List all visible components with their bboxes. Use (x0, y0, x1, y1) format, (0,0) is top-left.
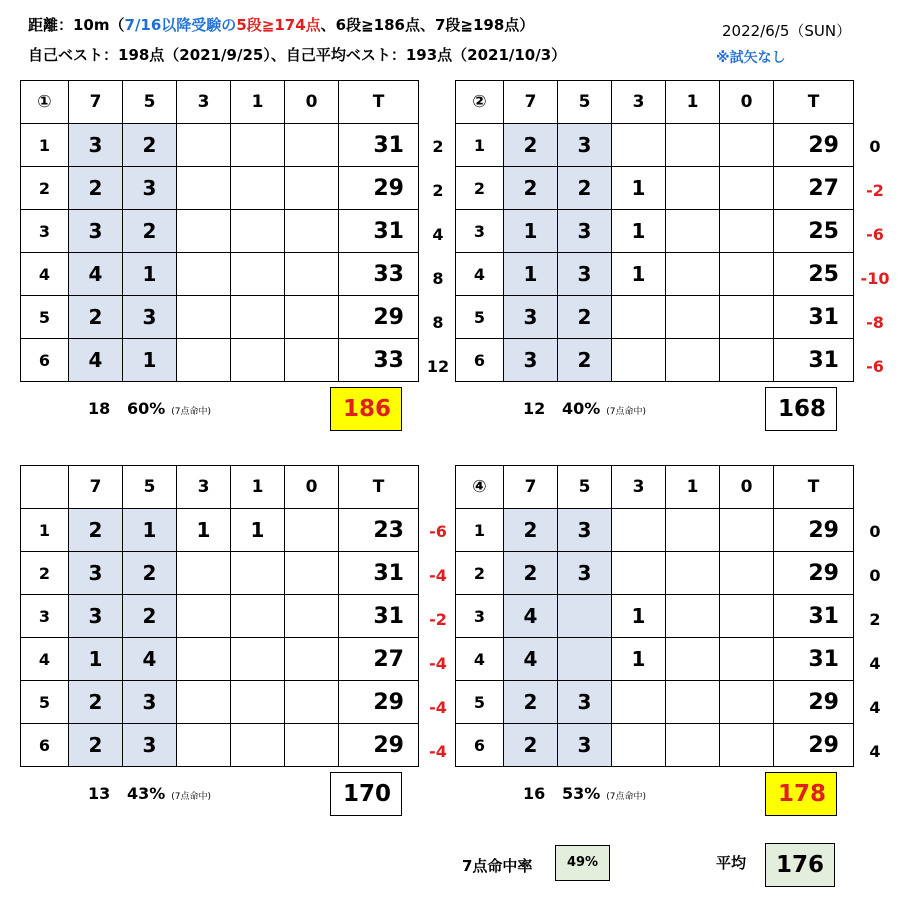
col-header: 7 (504, 466, 558, 509)
arrow-count-cell: 3 (504, 339, 558, 382)
game-total: 186 (330, 387, 402, 431)
arrow-count-cell (177, 552, 231, 595)
arrow-count-cell (720, 552, 774, 595)
arrow-count-cell: 4 (123, 638, 177, 681)
arrow-count-cell (231, 210, 285, 253)
arrow-count-cell (720, 595, 774, 638)
end-total: 31 (774, 296, 854, 339)
end-total: 23 (339, 509, 419, 552)
arrow-count-cell: 4 (69, 339, 123, 382)
arrow-count-cell: 3 (69, 210, 123, 253)
arrow-count-cell (720, 724, 774, 767)
arrow-count-cell (612, 552, 666, 595)
end-number: 6 (456, 339, 504, 382)
arrow-count-cell: 2 (69, 296, 123, 339)
hit-percent: 40% (561, 399, 601, 418)
arrow-count-cell (666, 509, 720, 552)
arrow-count-cell: 3 (558, 552, 612, 595)
col-header: T (774, 466, 854, 509)
arrow-count-cell (666, 724, 720, 767)
game-label: ④ (456, 466, 504, 509)
arrow-count-cell: 2 (69, 681, 123, 724)
col-header: 3 (177, 466, 231, 509)
arrow-count-cell: 1 (177, 509, 231, 552)
arrow-count-cell: 2 (69, 167, 123, 210)
arrow-count-cell (231, 296, 285, 339)
end-total: 31 (774, 339, 854, 382)
end-total: 33 (339, 253, 419, 296)
running-diff: -6 (866, 357, 884, 376)
end-total: 29 (774, 681, 854, 724)
col-header: 3 (612, 81, 666, 124)
arrow-count-cell (285, 210, 339, 253)
arrow-count-cell: 3 (558, 681, 612, 724)
end-total: 29 (339, 681, 419, 724)
hit-percent: 60% (126, 399, 166, 418)
running-diff: 2 (432, 137, 444, 156)
arrow-count-cell: 2 (69, 509, 123, 552)
arrow-count-cell: 1 (504, 253, 558, 296)
no-practice-note: ※試矢なし (716, 50, 786, 66)
col-header: 1 (231, 81, 285, 124)
end-total: 31 (339, 210, 419, 253)
arrow-count-cell: 3 (504, 296, 558, 339)
arrow-count-cell: 3 (558, 253, 612, 296)
arrow-count-cell (285, 509, 339, 552)
col-header: 0 (285, 466, 339, 509)
end-total: 29 (774, 509, 854, 552)
end-number: 2 (456, 552, 504, 595)
arrow-count-cell (177, 595, 231, 638)
arrow-count-cell: 1 (612, 210, 666, 253)
arrow-count-cell: 4 (504, 595, 558, 638)
arrow-count-cell (177, 724, 231, 767)
rule-date-text: 7/16以降受験の (124, 16, 237, 34)
arrow-count-cell (666, 124, 720, 167)
end-row (21, 509, 419, 552)
end-row (456, 595, 854, 638)
end-total: 31 (774, 595, 854, 638)
running-diff: -6 (866, 225, 884, 244)
end-row (21, 210, 419, 253)
arrow-count-cell: 3 (558, 509, 612, 552)
end-number: 4 (456, 638, 504, 681)
arrow-count-cell (666, 595, 720, 638)
rule-5dan: 5段≧174点 (236, 16, 321, 34)
arrow-count-cell: 1 (123, 509, 177, 552)
end-total: 27 (339, 638, 419, 681)
end-total: 31 (339, 124, 419, 167)
arrow-count-cell: 3 (123, 296, 177, 339)
end-number: 4 (456, 253, 504, 296)
end-number: 4 (21, 638, 69, 681)
arrow-count-cell (285, 595, 339, 638)
running-diff: 4 (869, 742, 881, 761)
distance-rule-line (28, 14, 534, 35)
arrow-count-cell: 3 (123, 724, 177, 767)
running-diff: -8 (866, 313, 884, 332)
arrow-count-cell (612, 509, 666, 552)
arrow-count-cell (666, 339, 720, 382)
end-row (456, 552, 854, 595)
score-table-4 (455, 465, 854, 767)
end-row (456, 681, 854, 724)
arrow-count-cell (720, 638, 774, 681)
end-number: 1 (21, 124, 69, 167)
hit-percent-note: (7点命中) (171, 792, 212, 802)
arrow-count-cell (177, 638, 231, 681)
arrow-count-cell (558, 595, 612, 638)
running-diff: -4 (429, 698, 447, 717)
average-value: 176 (765, 843, 835, 887)
session-date: 2022/6/5（SUN） (722, 22, 852, 40)
col-header: T (339, 466, 419, 509)
col-header: 3 (177, 81, 231, 124)
end-number: 2 (21, 552, 69, 595)
arrow-count-cell (285, 724, 339, 767)
end-row (21, 595, 419, 638)
running-diff: 0 (869, 566, 881, 585)
end-row (456, 253, 854, 296)
arrow-count-cell (177, 167, 231, 210)
end-row (456, 296, 854, 339)
arrow-count-cell: 2 (123, 552, 177, 595)
running-diff: 2 (432, 181, 444, 200)
end-row (21, 552, 419, 595)
arrow-count-cell (612, 124, 666, 167)
running-diff: 8 (432, 269, 444, 288)
arrow-count-cell (285, 552, 339, 595)
arrow-count-cell (666, 638, 720, 681)
arrow-count-cell (666, 296, 720, 339)
arrow-count-cell (720, 167, 774, 210)
game-hit-stats (88, 399, 211, 418)
arrow-count-cell: 3 (123, 167, 177, 210)
arrow-count-cell (720, 124, 774, 167)
end-total: 25 (774, 210, 854, 253)
arrow-count-cell (177, 296, 231, 339)
end-row (456, 724, 854, 767)
arrow-count-cell (285, 339, 339, 382)
arrow-count-cell: 3 (558, 724, 612, 767)
running-diff: -4 (429, 742, 447, 761)
end-total: 31 (339, 595, 419, 638)
end-number: 4 (21, 253, 69, 296)
col-header: 5 (123, 81, 177, 124)
end-total: 31 (339, 552, 419, 595)
col-header: 1 (231, 466, 285, 509)
arrow-count-cell (612, 296, 666, 339)
hit-rate-value: 49% (555, 845, 610, 881)
arrow-count-cell (177, 210, 231, 253)
arrow-count-cell: 3 (69, 124, 123, 167)
col-header: 1 (666, 81, 720, 124)
arrow-count-cell (285, 638, 339, 681)
hit-rate-label: 7点命中率 (462, 857, 533, 875)
arrow-count-cell (666, 253, 720, 296)
hit-percent-note: (7点命中) (606, 792, 647, 802)
arrow-count-cell: 2 (504, 552, 558, 595)
arrow-count-cell: 1 (612, 595, 666, 638)
arrow-count-cell (720, 681, 774, 724)
end-number: 5 (21, 681, 69, 724)
end-number: 5 (21, 296, 69, 339)
running-diff: -10 (860, 269, 890, 288)
hit-percent: 43% (126, 784, 166, 803)
end-total: 29 (339, 167, 419, 210)
end-number: 2 (456, 167, 504, 210)
arrow-count-cell: 1 (69, 638, 123, 681)
arrow-count-cell (720, 296, 774, 339)
arrow-count-cell: 1 (612, 638, 666, 681)
game-label: ① (21, 81, 69, 124)
end-total: 29 (774, 552, 854, 595)
arrow-count-cell (231, 724, 285, 767)
end-number: 3 (21, 595, 69, 638)
arrow-count-cell: 2 (558, 339, 612, 382)
end-total: 29 (774, 124, 854, 167)
arrow-count-cell: 2 (123, 124, 177, 167)
arrow-count-cell: 2 (504, 124, 558, 167)
score-table-1 (20, 80, 419, 382)
running-diff: 0 (869, 137, 881, 156)
arrow-count-cell (231, 339, 285, 382)
distance-prefix: 距離：10m（ (28, 16, 125, 34)
arrow-count-cell: 1 (123, 339, 177, 382)
running-diff: 0 (869, 522, 881, 541)
end-number: 6 (456, 724, 504, 767)
col-header: 7 (504, 81, 558, 124)
col-header: 7 (69, 466, 123, 509)
col-header: T (774, 81, 854, 124)
end-row (21, 724, 419, 767)
end-number: 3 (21, 210, 69, 253)
end-total: 31 (774, 638, 854, 681)
running-diff: 8 (432, 313, 444, 332)
col-header: 5 (123, 466, 177, 509)
arrow-count-cell (231, 552, 285, 595)
col-header: 0 (720, 466, 774, 509)
end-row (456, 638, 854, 681)
arrow-count-cell: 2 (504, 509, 558, 552)
running-diff: -6 (429, 522, 447, 541)
arrow-count-cell (666, 167, 720, 210)
arrow-count-cell: 1 (612, 167, 666, 210)
end-number: 5 (456, 681, 504, 724)
game-total: 170 (330, 772, 402, 816)
arrow-count-cell (177, 124, 231, 167)
end-number: 1 (21, 509, 69, 552)
running-diff: -4 (429, 566, 447, 585)
end-row (21, 296, 419, 339)
game-label (21, 466, 69, 509)
arrow-count-cell: 3 (558, 210, 612, 253)
arrow-count-cell (285, 124, 339, 167)
game-total: 168 (765, 387, 837, 431)
end-total: 29 (339, 724, 419, 767)
personal-best-line: 自己ベスト：198点（2021/9/25）、自己平均ベスト：193点（2021/10/3） (28, 46, 567, 64)
end-row (21, 253, 419, 296)
end-row (21, 339, 419, 382)
arrow-count-cell: 2 (504, 681, 558, 724)
arrow-count-cell: 1 (504, 210, 558, 253)
arrow-count-cell (285, 296, 339, 339)
arrow-count-cell (666, 681, 720, 724)
end-number: 6 (21, 339, 69, 382)
score-table-3 (20, 465, 419, 767)
end-number: 1 (456, 124, 504, 167)
running-diff: -2 (429, 610, 447, 629)
game-label: ② (456, 81, 504, 124)
hit-count: 13 (88, 784, 111, 803)
arrow-count-cell: 3 (123, 681, 177, 724)
game-hit-stats (523, 784, 646, 803)
arrow-count-cell (612, 724, 666, 767)
col-header: 7 (69, 81, 123, 124)
arrow-count-cell (666, 552, 720, 595)
hit-count: 16 (523, 784, 546, 803)
col-header: 3 (612, 466, 666, 509)
arrow-count-cell (612, 339, 666, 382)
arrow-count-cell: 2 (558, 296, 612, 339)
arrow-count-cell: 2 (504, 724, 558, 767)
arrow-count-cell (177, 339, 231, 382)
col-header: T (339, 81, 419, 124)
end-row (456, 339, 854, 382)
arrow-count-cell (231, 638, 285, 681)
arrow-count-cell (177, 681, 231, 724)
arrow-count-cell (231, 595, 285, 638)
arrow-count-cell (177, 253, 231, 296)
arrow-count-cell (720, 339, 774, 382)
arrow-count-cell: 3 (69, 595, 123, 638)
end-row (21, 681, 419, 724)
running-diff: 4 (869, 698, 881, 717)
arrow-count-cell: 2 (504, 167, 558, 210)
end-row (456, 509, 854, 552)
end-number: 5 (456, 296, 504, 339)
arrow-count-cell: 4 (504, 638, 558, 681)
end-number: 2 (21, 167, 69, 210)
arrow-count-cell: 1 (612, 253, 666, 296)
arrow-count-cell: 2 (558, 167, 612, 210)
arrow-count-cell: 2 (123, 210, 177, 253)
end-number: 3 (456, 595, 504, 638)
arrow-count-cell: 3 (558, 124, 612, 167)
arrow-count-cell (285, 681, 339, 724)
average-label: 平均 (716, 854, 747, 872)
end-row (456, 210, 854, 253)
arrow-count-cell (720, 509, 774, 552)
arrow-count-cell: 4 (69, 253, 123, 296)
arrow-count-cell: 3 (69, 552, 123, 595)
hit-count: 18 (88, 399, 111, 418)
arrow-count-cell: 2 (69, 724, 123, 767)
end-number: 3 (456, 210, 504, 253)
col-header: 1 (666, 466, 720, 509)
end-total: 29 (774, 724, 854, 767)
rule-rest: 、6段≧186点、7段≧198点） (320, 16, 535, 34)
arrow-count-cell (231, 681, 285, 724)
col-header: 5 (558, 466, 612, 509)
arrow-count-cell (285, 167, 339, 210)
arrow-count-cell: 1 (123, 253, 177, 296)
end-total: 33 (339, 339, 419, 382)
running-diff: 12 (426, 357, 450, 376)
arrow-count-cell (612, 681, 666, 724)
arrow-count-cell (285, 253, 339, 296)
game-total: 178 (765, 772, 837, 816)
end-row (21, 124, 419, 167)
running-diff: -4 (429, 654, 447, 673)
col-header: 5 (558, 81, 612, 124)
arrow-count-cell (720, 210, 774, 253)
arrow-count-cell (558, 638, 612, 681)
end-total: 25 (774, 253, 854, 296)
end-number: 6 (21, 724, 69, 767)
arrow-count-cell (666, 210, 720, 253)
running-diff: -2 (866, 181, 884, 200)
score-table-2 (455, 80, 854, 382)
arrow-count-cell (231, 167, 285, 210)
end-total: 27 (774, 167, 854, 210)
arrow-count-cell: 1 (231, 509, 285, 552)
end-row (21, 167, 419, 210)
arrow-count-cell (720, 253, 774, 296)
hit-percent-note: (7点命中) (606, 407, 647, 417)
hit-percent: 53% (561, 784, 601, 803)
col-header: 0 (285, 81, 339, 124)
running-diff: 2 (869, 610, 881, 629)
arrow-count-cell (231, 124, 285, 167)
running-diff: 4 (869, 654, 881, 673)
end-total: 29 (339, 296, 419, 339)
end-row (456, 124, 854, 167)
arrow-count-cell (231, 253, 285, 296)
game-hit-stats (88, 784, 211, 803)
col-header: 0 (720, 81, 774, 124)
running-diff: 4 (432, 225, 444, 244)
hit-count: 12 (523, 399, 546, 418)
hit-percent-note: (7点命中) (171, 407, 212, 417)
end-row (21, 638, 419, 681)
end-row (456, 167, 854, 210)
end-number: 1 (456, 509, 504, 552)
arrow-count-cell: 2 (123, 595, 177, 638)
game-hit-stats (523, 399, 646, 418)
